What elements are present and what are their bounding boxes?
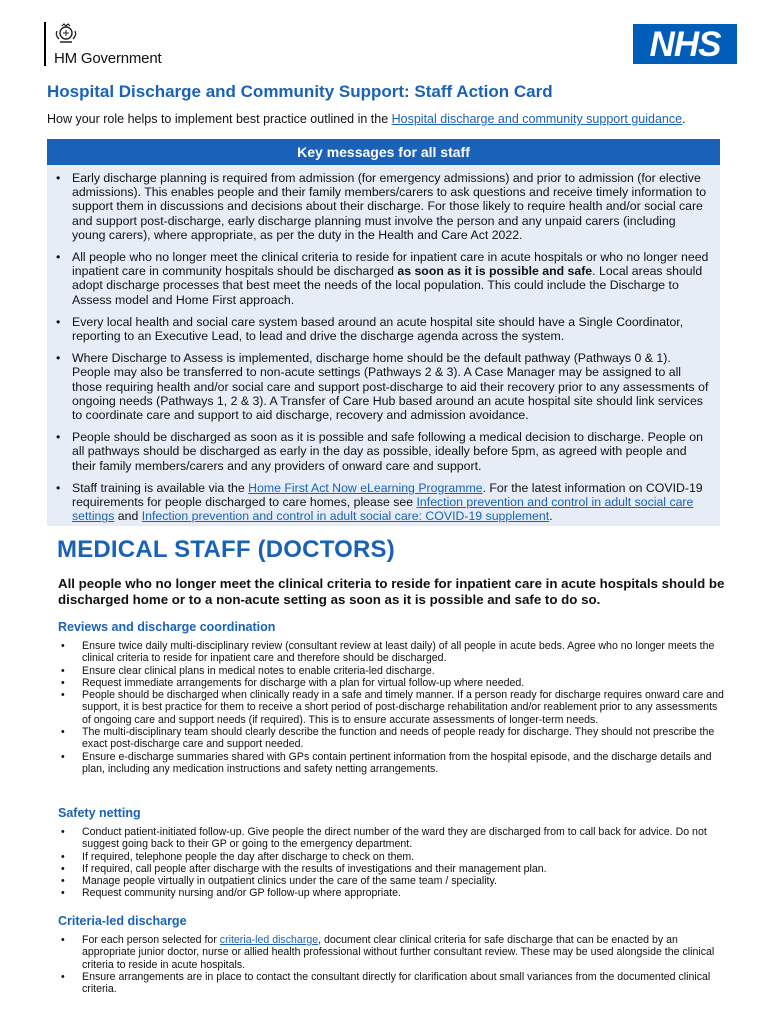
reviews-list: [58, 640, 728, 775]
list-item: • People should be discharged when clinically ready in a safe and timely manner. If a person ready for discharge requires onward care and support, it is best practice for them to receive a short period of post-discharge rehabilitation and/or reablement prior to any assessments of ongoing care and support needs (if required). This is to ensure accurate assessments of longer-term needs.: [58, 689, 728, 726]
nhs-logo-text: NHS: [649, 24, 721, 64]
list-item: • Ensure clear clinical plans in medical notes to enable criteria-led discharge.: [58, 665, 728, 677]
text: For each person selected for: [82, 934, 220, 946]
royal-crest-icon: [54, 22, 78, 46]
list-item: • Conduct patient-initiated follow-up. Give people the direct number of the ward they are discharged from to call back for advice. Do not suggest going back to their GP or going to the emergency department.: [58, 826, 728, 851]
key-message-timing: • People should be discharged as soon as it is possible and safe following a medical decision to discharge. People on all pathways should be discharged as early in the day as possible, ideally before 5pm, as agreed with people and their family members/carers and any providers of onward care and support.: [47, 430, 712, 473]
logo-divider: [44, 22, 46, 66]
text: and: [114, 509, 142, 524]
text: .: [549, 509, 553, 524]
key-message-discharge-to-assess: • Where Discharge to Assess is implemented, discharge home should be the default pathway (Pathways 0 & 1). People may also be transferred to non-acute settings (Pathways 2 & 3). A Case Manager may be assigned to all those requiring health and/or social care and support post-discharge to aid their recovery prior to any assessments of ongoing needs (Pathways 1, 2 & 3). A Transfer of Care Hub based around an acute hospital site should link services to coordinate care and support to aid discharge, recovery and admission avoidance.: [47, 351, 712, 422]
page-title: Hospital Discharge and Community Support: Staff Action Card: [47, 82, 553, 101]
text: . Local areas should adopt discharge processes that best meet the needs of the local population. This could include the Discharge to Assess model and Home First approach.: [72, 264, 703, 307]
key-message-training: [47, 481, 712, 524]
key-messages-list: [47, 165, 720, 523]
list-item: • Manage people virtually in outpatient clinics under the care of the same team / speciality.: [58, 875, 728, 887]
section-criteria-led: [58, 914, 728, 995]
text: All people who no longer meet the clinical criteria to reside for inpatient care in acute hospitals or who no longer need inpatient care in community hospitals should be discharged: [72, 250, 709, 279]
list-item: • Ensure e-discharge summaries shared with GPs contain pertinent information from the hospital episode, and the discharge details and plan, including any medication instructions and safety netting arrangements.: [58, 751, 728, 776]
org-name: HM Government: [54, 50, 162, 67]
intro-before: How your role helps to implement best practice outlined in the: [47, 112, 392, 126]
criteria-list: [58, 934, 728, 995]
section-reviews: [58, 620, 728, 775]
text: , document clear clinical criteria for safe discharge that can be enacted by an appropriate junior doctor, nurse or allied health professional without further consultant review. These may be used alongside the clinical criteria to reside in acute hospitals.: [82, 934, 715, 971]
list-item: • If required, call people after discharge with the results of investigations and their management plan.: [58, 863, 728, 875]
ipc-settings-link[interactable]: Infection prevention and control in adult social care settings: [72, 495, 694, 524]
text: . For the latest information on COVID-19 requirements for people discharged to care homes, please see: [72, 480, 703, 510]
medical-summary: All people who no longer meet the clinical criteria to reside for inpatient care in acute hospitals should be discharged home or to a non-acute setting as soon as it is possible and safe to do so.: [58, 576, 725, 607]
key-messages-heading: Key messages for all staff: [47, 139, 720, 165]
key-message-early-planning: • Early discharge planning is required from admission (for emergency admissions) and prior to admission (for elective admissions). This enables people and their family members/carers to ask questions and receive timely information to support them in discussions and decisions about their discharge. For those likely to require health and/or social care and support post-discharge, early discharge planning must involve the person and any unpaid carers (including young carers), where appropriate, as per the duty in the Health and Care Act 2022.: [47, 171, 712, 242]
hm-government-logo: [44, 22, 162, 68]
key-message-discharge-criteria: [47, 250, 712, 307]
elearning-link[interactable]: Home First Act Now eLearning Programme: [248, 480, 483, 495]
text: Staff training is available via the: [72, 480, 249, 495]
list-item: • Ensure arrangements are in place to contact the consultant directly for clarification about small variances from the documented clinical criteria.: [58, 971, 728, 996]
list-item: • The multi-disciplinary team should clearly describe the function and needs of people ready for discharge. They should not prescribe the exact post-discharge care and support needed.: [58, 726, 728, 751]
reviews-heading: Reviews and discharge coordination: [58, 620, 276, 634]
section-safety-netting: [58, 806, 728, 900]
guidance-link[interactable]: Hospital discharge and community support guidance: [391, 112, 683, 126]
key-messages-panel: [47, 139, 720, 526]
nhs-logo: [633, 24, 737, 64]
key-message-single-coordinator: • Every local health and social care system based around an acute hospital site should have a Single Coordinator, reporting to an Executive Lead, to lead and drive the discharge agenda across the system.: [47, 315, 712, 343]
list-item: • If required, telephone people the day after discharge to check on them.: [58, 851, 728, 863]
criteria-led-discharge-link[interactable]: criteria-led discharge: [219, 934, 319, 946]
intro-text: [47, 112, 686, 126]
list-item: • Ensure twice daily multi-disciplinary review (consultant review at least daily) of all people in acute beds. Agree who no longer meets the clinical criteria to reside for inpatient care and therefore should be discharged.: [58, 640, 728, 665]
safety-heading: Safety netting: [58, 806, 141, 820]
medical-staff-heading: MEDICAL STAFF (DOCTORS): [57, 536, 395, 563]
ipc-covid-supplement-link[interactable]: Infection prevention and control in adult social care: COVID-19 supplement: [141, 509, 550, 524]
criteria-heading: Criteria-led discharge: [58, 914, 187, 928]
emphasis: as soon as it is possible and safe: [397, 264, 593, 279]
intro-after: .: [682, 112, 686, 126]
list-item: [58, 934, 728, 971]
safety-list: [58, 826, 728, 900]
list-item: • Request community nursing and/or GP follow-up where appropriate.: [58, 887, 728, 899]
list-item: • Request immediate arrangements for discharge with a plan for virtual follow-up where needed.: [58, 677, 728, 689]
